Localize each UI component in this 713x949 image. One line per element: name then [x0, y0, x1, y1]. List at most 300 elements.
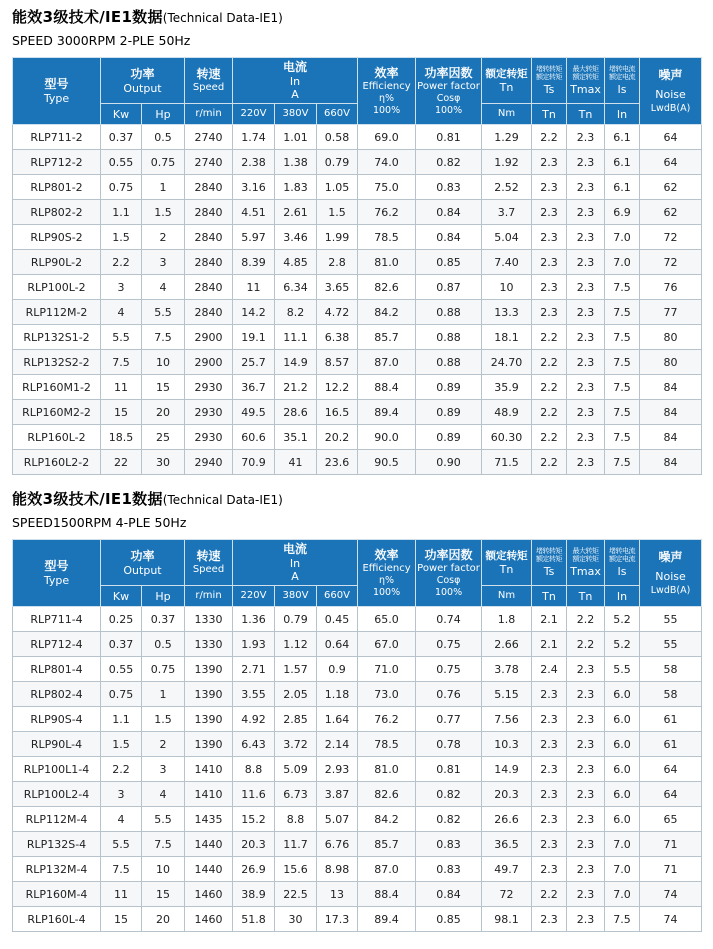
current-660v-cell: 3.65 [317, 275, 358, 300]
power-factor-cell: 0.82 [416, 150, 482, 175]
speed-label-en: Speed [192, 82, 225, 93]
table-row [13, 607, 702, 632]
current-380v-cell: 1.57 [275, 657, 317, 682]
is-in-ratio-cell: 7.0 [605, 250, 640, 275]
col-is-in-denominator [605, 586, 640, 607]
col-660v-header [317, 586, 358, 607]
ts-tn-ratio-cell: 2.3 [532, 707, 567, 732]
noise-cell: 72 [640, 250, 702, 275]
output-kw-cell: 0.75 [101, 682, 142, 707]
current-380v-cell: 2.05 [275, 682, 317, 707]
model-cell: RLP132S1-2 [13, 325, 101, 350]
section-subtitle: SPEED1500RPM 4-PLE 50Hz [12, 515, 187, 530]
current-380v-cell: 1.12 [275, 632, 317, 657]
current-380v-cell: 30 [275, 907, 317, 932]
speed-label-cn: 转速 [196, 67, 221, 81]
power-factor-label-en: Power factor [417, 80, 480, 92]
current-220v-cell: 60.6 [233, 425, 275, 450]
current-660v-cell: 23.6 [317, 450, 358, 475]
noise-unit: LwdB(A) [650, 102, 691, 114]
table-body-2pole [13, 125, 702, 475]
section-title-en: (Technical Data-IE1) [162, 493, 283, 507]
ts-tn-ratio-cell: 2.2 [532, 375, 567, 400]
current-220v-cell: 51.8 [233, 907, 275, 932]
rated-torque-cell: 98.1 [482, 907, 532, 932]
efficiency-cell: 82.6 [358, 782, 416, 807]
efficiency-label-cn: 效率 [374, 65, 399, 80]
ts-denominator: Tn [542, 107, 556, 121]
current-220v-cell: 36.7 [233, 375, 275, 400]
speed-cell: 2900 [185, 350, 233, 375]
speed-cell: 2840 [185, 275, 233, 300]
efficiency-cell: 76.2 [358, 200, 416, 225]
current-660v-cell: 2.8 [317, 250, 358, 275]
table-row [13, 175, 702, 200]
current-660v-cell: 6.38 [317, 325, 358, 350]
power-factor-cell: 0.78 [416, 732, 482, 757]
current-380v-cell: 6.34 [275, 275, 317, 300]
table-row [13, 757, 702, 782]
current-220v-cell: 19.1 [233, 325, 275, 350]
tmax-tn-ratio-cell: 2.3 [567, 300, 605, 325]
power-factor-cell: 0.83 [416, 857, 482, 882]
rmin-label: r/min [195, 108, 222, 119]
table-row [13, 807, 702, 832]
tmax-tn-ratio-cell: 2.3 [567, 150, 605, 175]
power-factor-load: 100% [434, 104, 463, 116]
output-kw-cell: 1.1 [101, 200, 142, 225]
rated-torque-cell: 10 [482, 275, 532, 300]
output-hp-cell: 2 [142, 732, 185, 757]
speed-cell: 2840 [185, 200, 233, 225]
v220-label: 220V [240, 108, 267, 119]
current-symbol: In [289, 75, 301, 88]
power-factor-cell: 0.75 [416, 657, 482, 682]
col-output-header [101, 540, 185, 586]
table-row [13, 200, 702, 225]
is-in-ratio-cell: 6.0 [605, 682, 640, 707]
tmax-tn-ratio-cell: 2.3 [567, 225, 605, 250]
current-660v-cell: 8.57 [317, 350, 358, 375]
current-660v-cell: 2.14 [317, 732, 358, 757]
table-row [13, 125, 702, 150]
current-label-cn: 电流 [283, 60, 308, 74]
is-in-ratio-cell: 7.5 [605, 400, 640, 425]
output-label-cn: 功率 [130, 66, 155, 81]
is-denominator: In [616, 589, 628, 603]
output-hp-cell: 25 [142, 425, 185, 450]
speed-cell: 1440 [185, 832, 233, 857]
noise-cell: 80 [640, 350, 702, 375]
noise-cell: 64 [640, 782, 702, 807]
efficiency-cell: 85.7 [358, 325, 416, 350]
is-label-cn1: 堵转电流 [609, 65, 636, 73]
efficiency-cell: 84.2 [358, 300, 416, 325]
current-220v-cell: 14.2 [233, 300, 275, 325]
table-row [13, 732, 702, 757]
ts-label-cn1: 堵转转矩 [536, 65, 563, 73]
type-label-en: Type [43, 574, 70, 587]
col-noise-header [640, 540, 702, 607]
table-row [13, 657, 702, 682]
power-factor-cell: 0.90 [416, 450, 482, 475]
noise-cell: 64 [640, 125, 702, 150]
table-header [13, 540, 702, 607]
ts-tn-ratio-cell: 2.3 [532, 757, 567, 782]
output-kw-cell: 2.2 [101, 757, 142, 782]
current-380v-cell: 2.85 [275, 707, 317, 732]
table-row [13, 275, 702, 300]
is-denominator: In [616, 107, 628, 121]
ts-tn-ratio-cell: 2.3 [532, 732, 567, 757]
is-label-cn2: 额定电流 [609, 73, 636, 81]
tmax-tn-ratio-cell: 2.3 [567, 350, 605, 375]
output-hp-cell: 5.5 [142, 807, 185, 832]
current-380v-cell: 5.09 [275, 757, 317, 782]
table-row [13, 300, 702, 325]
section-subtitle: SPEED 3000RPM 2-PLE 50Hz [12, 33, 191, 48]
efficiency-cell: 88.4 [358, 882, 416, 907]
noise-cell: 62 [640, 200, 702, 225]
rated-torque-cell: 49.7 [482, 857, 532, 882]
ts-tn-ratio-cell: 2.3 [532, 857, 567, 882]
ts-label-cn2: 额定转矩 [536, 73, 563, 81]
tmax-label-cn1: 最大转矩 [572, 65, 599, 73]
output-kw-cell: 0.55 [101, 657, 142, 682]
ts-tn-ratio-cell: 2.3 [532, 682, 567, 707]
tmax-tn-ratio-cell: 2.3 [567, 400, 605, 425]
efficiency-cell: 85.7 [358, 832, 416, 857]
efficiency-cell: 88.4 [358, 375, 416, 400]
current-380v-cell: 21.2 [275, 375, 317, 400]
table-row [13, 782, 702, 807]
efficiency-cell: 90.5 [358, 450, 416, 475]
col-ts-tn-denominator [532, 586, 567, 607]
current-label-cn: 电流 [283, 542, 308, 556]
output-hp-cell: 10 [142, 857, 185, 882]
ts-tn-ratio-cell: 2.3 [532, 807, 567, 832]
output-kw-cell: 22 [101, 450, 142, 475]
noise-label-cn: 噪声 [658, 67, 683, 82]
table-row [13, 400, 702, 425]
current-380v-cell: 3.72 [275, 732, 317, 757]
power-factor-cell: 0.88 [416, 325, 482, 350]
col-rated-torque-header [482, 540, 532, 586]
current-380v-cell: 22.5 [275, 882, 317, 907]
col-kw-header [101, 104, 142, 125]
col-660v-header [317, 104, 358, 125]
output-hp-cell: 3 [142, 250, 185, 275]
power-factor-cell: 0.76 [416, 682, 482, 707]
ts-tn-ratio-cell: 2.3 [532, 782, 567, 807]
rated-torque-cell: 2.66 [482, 632, 532, 657]
rated-torque-cell: 10.3 [482, 732, 532, 757]
rated-torque-cell: 1.29 [482, 125, 532, 150]
current-220v-cell: 2.71 [233, 657, 275, 682]
table-row [13, 857, 702, 882]
output-hp-cell: 7.5 [142, 325, 185, 350]
v220-label: 220V [240, 590, 267, 601]
efficiency-cell: 90.0 [358, 425, 416, 450]
current-unit: A [291, 88, 299, 101]
is-symbol: Is [617, 83, 627, 96]
noise-cell: 76 [640, 275, 702, 300]
tmax-tn-ratio-cell: 2.3 [567, 707, 605, 732]
table-row [13, 882, 702, 907]
speed-cell: 1435 [185, 807, 233, 832]
noise-unit: LwdB(A) [650, 584, 691, 596]
col-380v-header [275, 104, 317, 125]
current-660v-cell: 2.93 [317, 757, 358, 782]
tmax-tn-ratio-cell: 2.2 [567, 607, 605, 632]
output-hp-cell: 15 [142, 882, 185, 907]
speed-cell: 2930 [185, 400, 233, 425]
ts-tn-ratio-cell: 2.3 [532, 907, 567, 932]
power-factor-cell: 0.88 [416, 300, 482, 325]
output-kw-cell: 11 [101, 882, 142, 907]
is-in-ratio-cell: 6.0 [605, 782, 640, 807]
power-factor-cell: 0.82 [416, 807, 482, 832]
efficiency-cell: 75.0 [358, 175, 416, 200]
col-output-header [101, 58, 185, 104]
current-660v-cell: 1.64 [317, 707, 358, 732]
power-factor-cell: 0.83 [416, 832, 482, 857]
speed-cell: 2900 [185, 325, 233, 350]
efficiency-label-en: Efficiency [362, 80, 411, 92]
section-2pole [12, 8, 701, 475]
power-factor-cell: 0.85 [416, 250, 482, 275]
power-factor-cell: 0.81 [416, 757, 482, 782]
output-kw-cell: 5.5 [101, 325, 142, 350]
is-in-ratio-cell: 7.5 [605, 350, 640, 375]
current-220v-cell: 25.7 [233, 350, 275, 375]
noise-label-cn: 噪声 [658, 549, 683, 564]
col-rated-torque-header [482, 58, 532, 104]
current-660v-cell: 8.98 [317, 857, 358, 882]
rated-torque-cell: 7.56 [482, 707, 532, 732]
efficiency-cell: 89.4 [358, 400, 416, 425]
tmax-tn-ratio-cell: 2.3 [567, 325, 605, 350]
noise-cell: 71 [640, 857, 702, 882]
table-header [13, 58, 702, 125]
rated-torque-cell: 5.15 [482, 682, 532, 707]
rated-torque-symbol: Tn [499, 80, 514, 94]
tmax-tn-ratio-cell: 2.3 [567, 275, 605, 300]
efficiency-cell: 87.0 [358, 857, 416, 882]
tmax-tn-ratio-cell: 2.2 [567, 632, 605, 657]
table-row [13, 907, 702, 932]
output-kw-cell: 7.5 [101, 350, 142, 375]
ts-tn-ratio-cell: 2.3 [532, 250, 567, 275]
output-hp-cell: 0.75 [142, 657, 185, 682]
current-symbol: In [289, 557, 301, 570]
output-hp-cell: 0.75 [142, 150, 185, 175]
power-factor-cell: 0.77 [416, 707, 482, 732]
is-in-ratio-cell: 5.2 [605, 632, 640, 657]
model-cell: RLP100L1-4 [13, 757, 101, 782]
col-380v-header [275, 586, 317, 607]
col-hp-header [142, 586, 185, 607]
current-220v-cell: 4.51 [233, 200, 275, 225]
col-efficiency-header [358, 58, 416, 125]
tmax-tn-ratio-cell: 2.3 [567, 807, 605, 832]
current-660v-cell: 5.07 [317, 807, 358, 832]
section-4pole [12, 490, 701, 932]
efficiency-cell: 76.2 [358, 707, 416, 732]
v380-label: 380V [282, 590, 309, 601]
is-label-cn2: 额定电流 [609, 555, 636, 563]
power-factor-cell: 0.89 [416, 400, 482, 425]
current-380v-cell: 15.6 [275, 857, 317, 882]
model-cell: RLP90S-2 [13, 225, 101, 250]
output-kw-cell: 1.5 [101, 732, 142, 757]
col-kw-header [101, 586, 142, 607]
current-380v-cell: 6.73 [275, 782, 317, 807]
output-kw-cell: 1.5 [101, 225, 142, 250]
noise-label-en: Noise [655, 87, 686, 101]
rated-torque-cell: 60.30 [482, 425, 532, 450]
rated-torque-cell: 3.78 [482, 657, 532, 682]
model-cell: RLP100L2-4 [13, 782, 101, 807]
speed-cell: 1440 [185, 857, 233, 882]
nm-label: Nm [497, 108, 516, 119]
col-tmax-tn-header [567, 540, 605, 586]
current-380v-cell: 35.1 [275, 425, 317, 450]
current-380v-cell: 11.1 [275, 325, 317, 350]
noise-cell: 65 [640, 807, 702, 832]
tmax-denominator: Tn [578, 107, 593, 121]
model-cell: RLP712-4 [13, 632, 101, 657]
speed-cell: 2740 [185, 150, 233, 175]
current-220v-cell: 49.5 [233, 400, 275, 425]
rated-torque-cell: 2.52 [482, 175, 532, 200]
power-factor-cell: 0.89 [416, 375, 482, 400]
tmax-tn-ratio-cell: 2.3 [567, 832, 605, 857]
output-hp-cell: 3 [142, 757, 185, 782]
rated-torque-cell: 71.5 [482, 450, 532, 475]
current-660v-cell: 0.45 [317, 607, 358, 632]
table-row [13, 632, 702, 657]
tmax-symbol: Tmax [570, 83, 601, 96]
noise-cell: 80 [640, 325, 702, 350]
rated-torque-cell: 48.9 [482, 400, 532, 425]
is-in-ratio-cell: 5.2 [605, 607, 640, 632]
model-cell: RLP112M-2 [13, 300, 101, 325]
model-cell: RLP160M2-2 [13, 400, 101, 425]
noise-cell: 55 [640, 607, 702, 632]
current-660v-cell: 0.58 [317, 125, 358, 150]
table-row [13, 375, 702, 400]
current-220v-cell: 38.9 [233, 882, 275, 907]
kw-label: Kw [112, 589, 130, 603]
efficiency-cell: 84.2 [358, 807, 416, 832]
table-row [13, 707, 702, 732]
tmax-label-cn2: 额定转矩 [572, 555, 599, 563]
noise-cell: 58 [640, 657, 702, 682]
col-current-header [233, 58, 358, 104]
model-cell: RLP801-2 [13, 175, 101, 200]
current-660v-cell: 1.05 [317, 175, 358, 200]
output-kw-cell: 3 [101, 782, 142, 807]
efficiency-cell: 82.6 [358, 275, 416, 300]
is-in-ratio-cell: 6.1 [605, 150, 640, 175]
is-in-ratio-cell: 6.0 [605, 807, 640, 832]
efficiency-cell: 78.5 [358, 225, 416, 250]
table-row [13, 682, 702, 707]
speed-label-cn: 转速 [196, 549, 221, 563]
table-row [13, 250, 702, 275]
output-kw-cell: 0.37 [101, 632, 142, 657]
noise-cell: 61 [640, 732, 702, 757]
output-label-en: Output [123, 81, 162, 95]
current-220v-cell: 70.9 [233, 450, 275, 475]
output-kw-cell: 3 [101, 275, 142, 300]
current-220v-cell: 8.39 [233, 250, 275, 275]
efficiency-cell: 87.0 [358, 350, 416, 375]
current-660v-cell: 0.64 [317, 632, 358, 657]
power-factor-label-en: Power factor [417, 562, 480, 574]
output-kw-cell: 0.75 [101, 175, 142, 200]
table-row [13, 832, 702, 857]
col-ts-tn-header [532, 540, 567, 586]
model-cell: RLP160M1-2 [13, 375, 101, 400]
noise-cell: 62 [640, 175, 702, 200]
current-220v-cell: 11.6 [233, 782, 275, 807]
model-cell: RLP90L-4 [13, 732, 101, 757]
noise-cell: 64 [640, 757, 702, 782]
current-380v-cell: 28.6 [275, 400, 317, 425]
output-kw-cell: 15 [101, 400, 142, 425]
is-label-cn1: 堵转电流 [609, 547, 636, 555]
speed-cell: 1410 [185, 782, 233, 807]
col-power-factor-header [416, 540, 482, 607]
tmax-tn-ratio-cell: 2.3 [567, 907, 605, 932]
current-660v-cell: 6.76 [317, 832, 358, 857]
current-220v-cell: 26.9 [233, 857, 275, 882]
output-hp-cell: 0.37 [142, 607, 185, 632]
rated-torque-cell: 14.9 [482, 757, 532, 782]
ts-label-cn1: 堵转转矩 [536, 547, 563, 555]
is-in-ratio-cell: 6.0 [605, 757, 640, 782]
ts-tn-ratio-cell: 2.3 [532, 200, 567, 225]
speed-cell: 1390 [185, 657, 233, 682]
rmin-label: r/min [195, 590, 222, 601]
noise-label-en: Noise [655, 569, 686, 583]
col-tmax-tn-header [567, 58, 605, 104]
col-tmax-tn-denominator [567, 104, 605, 125]
current-660v-cell: 16.5 [317, 400, 358, 425]
col-power-factor-header [416, 58, 482, 125]
efficiency-cell: 81.0 [358, 250, 416, 275]
col-tmax-tn-denominator [567, 586, 605, 607]
v380-label: 380V [282, 108, 309, 119]
efficiency-load: 100% [372, 104, 401, 116]
power-factor-cell: 0.85 [416, 907, 482, 932]
col-ts-tn-denominator [532, 104, 567, 125]
current-380v-cell: 4.85 [275, 250, 317, 275]
col-noise-header [640, 58, 702, 125]
model-cell: RLP801-4 [13, 657, 101, 682]
table-row [13, 150, 702, 175]
noise-cell: 61 [640, 707, 702, 732]
model-cell: RLP90S-4 [13, 707, 101, 732]
model-cell: RLP160L2-2 [13, 450, 101, 475]
kw-label: Kw [112, 107, 130, 121]
tmax-symbol: Tmax [570, 565, 601, 578]
speed-cell: 2940 [185, 450, 233, 475]
rated-torque-cell: 20.3 [482, 782, 532, 807]
type-label-en: Type [43, 92, 70, 105]
